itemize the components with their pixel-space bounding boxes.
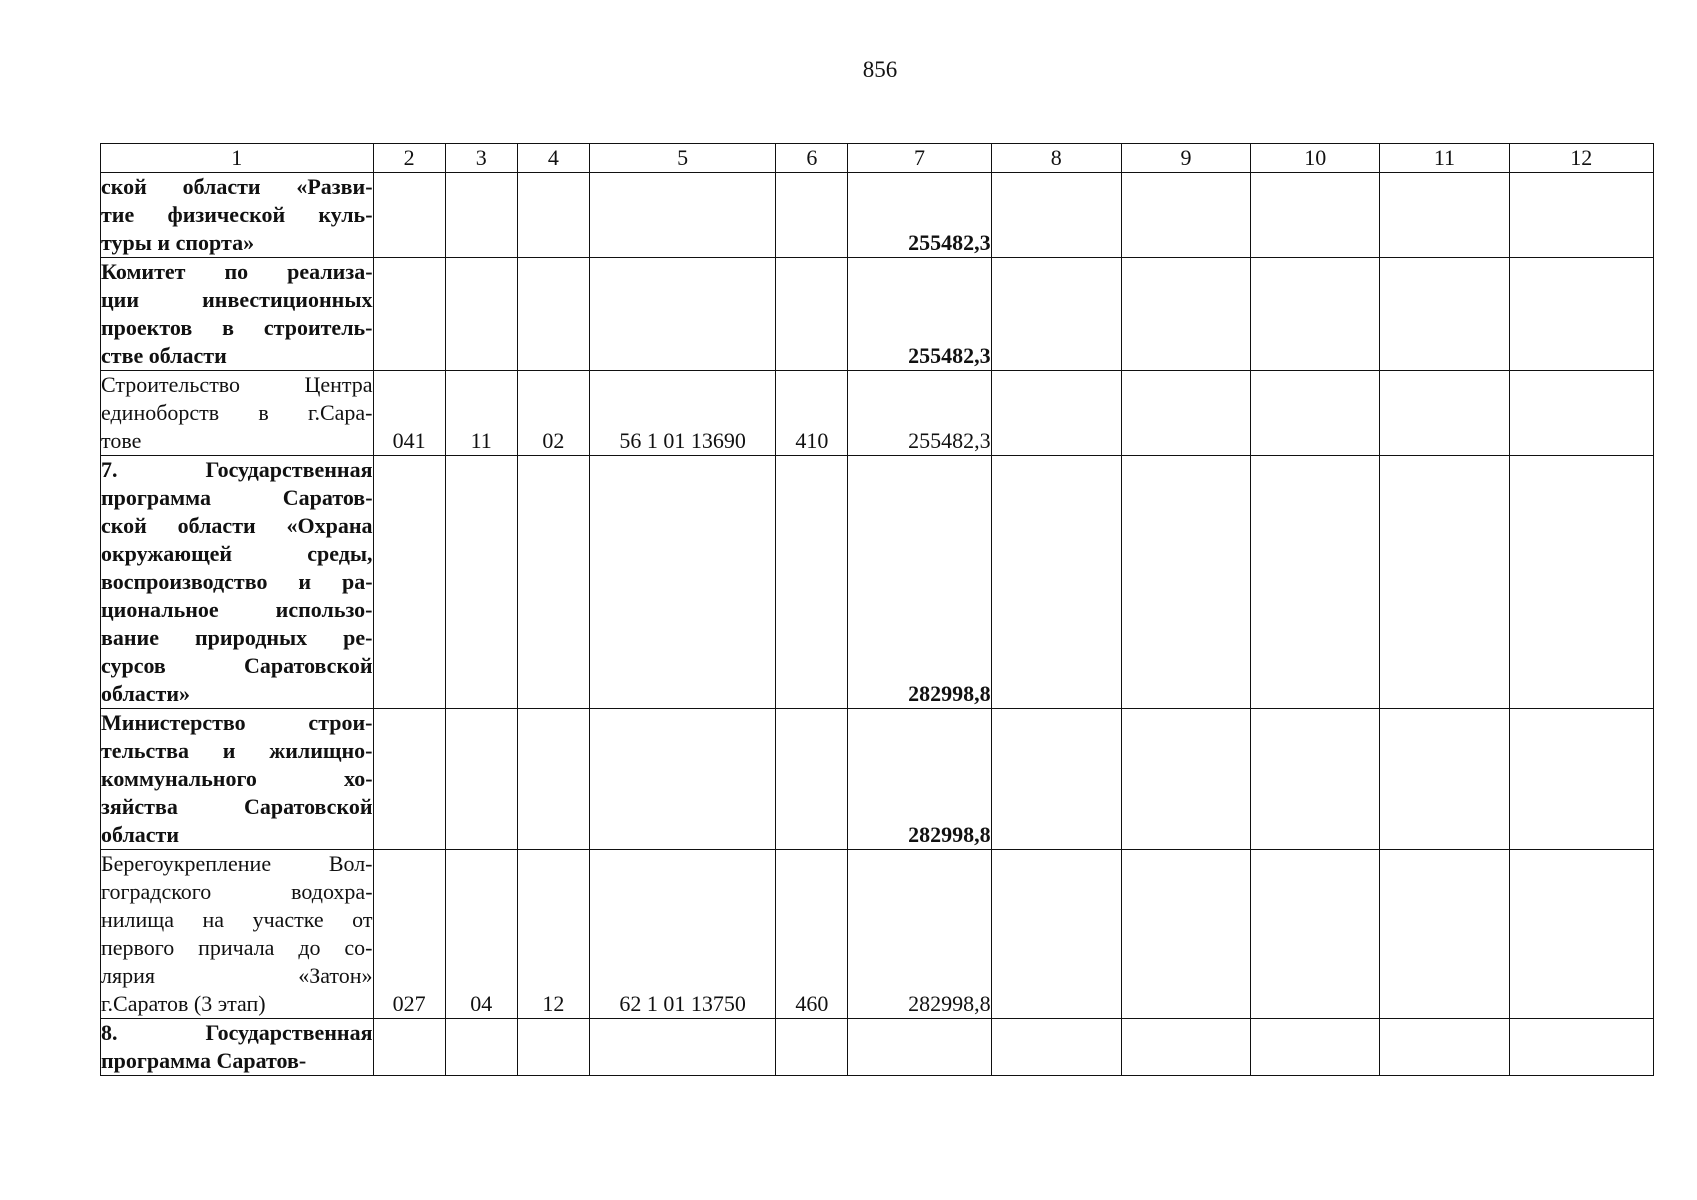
column-header-4: 4 xyxy=(517,144,589,173)
column-header-1: 1 xyxy=(101,144,374,173)
cell-col-11 xyxy=(1380,371,1509,456)
row-name-line: ции инвестиционных xyxy=(101,287,373,312)
row-name-line: гоградского водохра- xyxy=(101,879,373,904)
row-name-line: нилища на участке от xyxy=(101,907,373,932)
cell-col-3 xyxy=(445,173,517,258)
cell-col-5 xyxy=(589,456,775,709)
cell-col-6: 460 xyxy=(776,850,848,1019)
column-header-8: 8 xyxy=(991,144,1121,173)
column-header-5: 5 xyxy=(589,144,775,173)
cell-col-5: 56 1 01 13690 xyxy=(589,371,775,456)
cell-col-12 xyxy=(1509,173,1653,258)
cell-col-11 xyxy=(1380,456,1509,709)
column-header-10: 10 xyxy=(1251,144,1380,173)
cell-col-5 xyxy=(589,709,775,850)
cell-col-11 xyxy=(1380,1019,1509,1076)
row-name-line: области xyxy=(101,822,180,847)
row-name-line: тельства и жилищно- xyxy=(101,738,373,763)
cell-col-7 xyxy=(848,1019,991,1076)
cell-col-8 xyxy=(991,258,1121,371)
cell-col-10 xyxy=(1251,173,1380,258)
table-row xyxy=(101,709,1654,850)
cell-col-12 xyxy=(1509,709,1653,850)
row-name-cell xyxy=(101,850,374,1019)
column-header-3: 3 xyxy=(445,144,517,173)
cell-col-9 xyxy=(1121,371,1250,456)
cell-col-5 xyxy=(589,173,775,258)
cell-col-9 xyxy=(1121,709,1250,850)
cell-col-10 xyxy=(1251,456,1380,709)
row-name-line: Строительство Центра xyxy=(101,372,373,397)
column-header-9: 9 xyxy=(1121,144,1250,173)
row-name-cell xyxy=(101,456,374,709)
cell-col-2: 041 xyxy=(373,371,445,456)
table-row xyxy=(101,371,1654,456)
cell-col-11 xyxy=(1380,258,1509,371)
cell-col-2 xyxy=(373,1019,445,1076)
cell-col-10 xyxy=(1251,850,1380,1019)
row-name-cell xyxy=(101,258,374,371)
cell-col-4: 12 xyxy=(517,850,589,1019)
cell-col-11 xyxy=(1380,173,1509,258)
row-name-line: туры и спорта» xyxy=(101,230,255,255)
row-name-cell xyxy=(101,1019,374,1076)
table-body xyxy=(101,173,1654,1076)
cell-col-6: 410 xyxy=(776,371,848,456)
row-name-line: воспроизводство и ра- xyxy=(101,569,373,594)
cell-col-6 xyxy=(776,173,848,258)
cell-col-7: 255482,3 xyxy=(848,258,991,371)
column-header-7: 7 xyxy=(848,144,991,173)
cell-col-8 xyxy=(991,456,1121,709)
table-row xyxy=(101,173,1654,258)
row-name-cell xyxy=(101,709,374,850)
cell-col-4 xyxy=(517,1019,589,1076)
table-row xyxy=(101,850,1654,1019)
cell-col-12 xyxy=(1509,1019,1653,1076)
cell-col-9 xyxy=(1121,456,1250,709)
row-name-line: тове xyxy=(101,428,142,453)
cell-col-7: 255482,3 xyxy=(848,173,991,258)
cell-col-9 xyxy=(1121,173,1250,258)
column-header-2: 2 xyxy=(373,144,445,173)
budget-table xyxy=(100,143,1654,1076)
cell-col-7: 282998,8 xyxy=(848,850,991,1019)
cell-col-8 xyxy=(991,173,1121,258)
row-name-line: области» xyxy=(101,681,191,706)
cell-col-3 xyxy=(445,1019,517,1076)
column-header-6: 6 xyxy=(776,144,848,173)
row-name-cell xyxy=(101,173,374,258)
cell-col-4 xyxy=(517,258,589,371)
cell-col-5 xyxy=(589,1019,775,1076)
row-name-line: г.Саратов (3 этап) xyxy=(101,991,266,1016)
row-name-line: первого причала до со- xyxy=(101,935,373,960)
row-name-line: 8. Государственная xyxy=(101,1020,373,1045)
cell-col-11 xyxy=(1380,850,1509,1019)
cell-col-10 xyxy=(1251,258,1380,371)
row-name-line: тие физической куль- xyxy=(101,202,373,227)
cell-col-10 xyxy=(1251,371,1380,456)
cell-col-4 xyxy=(517,709,589,850)
row-name-line: программа Саратов- xyxy=(101,1048,307,1073)
cell-col-2: 027 xyxy=(373,850,445,1019)
row-name-line: программа Саратов- xyxy=(101,485,373,510)
row-name-line: сурсов Саратовской xyxy=(101,653,373,678)
cell-col-8 xyxy=(991,709,1121,850)
table-row xyxy=(101,456,1654,709)
cell-col-9 xyxy=(1121,1019,1250,1076)
cell-col-6 xyxy=(776,1019,848,1076)
cell-col-12 xyxy=(1509,371,1653,456)
cell-col-6 xyxy=(776,456,848,709)
column-header-12: 12 xyxy=(1509,144,1653,173)
cell-col-2 xyxy=(373,258,445,371)
row-name-line: Министерство строи- xyxy=(101,710,373,735)
table-row xyxy=(101,258,1654,371)
cell-col-9 xyxy=(1121,850,1250,1019)
cell-col-7: 282998,8 xyxy=(848,456,991,709)
cell-col-3: 11 xyxy=(445,371,517,456)
cell-col-9 xyxy=(1121,258,1250,371)
cell-col-5 xyxy=(589,258,775,371)
row-name-line: ской области «Охрана xyxy=(101,513,373,538)
cell-col-8 xyxy=(991,850,1121,1019)
row-name-line: 7. Государственная xyxy=(101,457,373,482)
cell-col-11 xyxy=(1380,709,1509,850)
cell-col-4 xyxy=(517,173,589,258)
cell-col-2 xyxy=(373,456,445,709)
row-name-line: проектов в строитель- xyxy=(101,315,373,340)
row-name-line: Комитет по реализа- xyxy=(101,259,373,284)
cell-col-3 xyxy=(445,709,517,850)
cell-col-4: 02 xyxy=(517,371,589,456)
cell-col-2 xyxy=(373,173,445,258)
row-name-line: коммунального хо- xyxy=(101,766,373,791)
cell-col-6 xyxy=(776,709,848,850)
table-row xyxy=(101,1019,1654,1076)
row-name-line: циональное использо- xyxy=(101,597,373,622)
row-name-line: Берегоукрепление Вол- xyxy=(101,851,373,876)
cell-col-12 xyxy=(1509,456,1653,709)
cell-col-12 xyxy=(1509,258,1653,371)
cell-col-5: 62 1 01 13750 xyxy=(589,850,775,1019)
row-name-line: зяйства Саратовской xyxy=(101,794,373,819)
column-header-11: 11 xyxy=(1380,144,1509,173)
row-name-line: вание природных ре- xyxy=(101,625,373,650)
cell-col-2 xyxy=(373,709,445,850)
cell-col-4 xyxy=(517,456,589,709)
cell-col-7: 255482,3 xyxy=(848,371,991,456)
row-name-line: единоборств в г.Сара- xyxy=(101,400,373,425)
page-number: 856 xyxy=(862,57,898,82)
cell-col-7: 282998,8 xyxy=(848,709,991,850)
cell-col-10 xyxy=(1251,1019,1380,1076)
row-name-line: ской области «Разви- xyxy=(101,174,373,199)
cell-col-3 xyxy=(445,258,517,371)
cell-col-6 xyxy=(776,258,848,371)
cell-col-8 xyxy=(991,371,1121,456)
row-name-line: окружающей среды, xyxy=(101,541,373,566)
cell-col-10 xyxy=(1251,709,1380,850)
row-name-cell xyxy=(101,371,374,456)
row-name-line: стве области xyxy=(101,343,227,368)
cell-col-8 xyxy=(991,1019,1121,1076)
column-number-row xyxy=(101,144,1654,173)
row-name-line: лярия «Затон» xyxy=(101,963,373,988)
cell-col-3 xyxy=(445,456,517,709)
cell-col-3: 04 xyxy=(445,850,517,1019)
cell-col-12 xyxy=(1509,850,1653,1019)
